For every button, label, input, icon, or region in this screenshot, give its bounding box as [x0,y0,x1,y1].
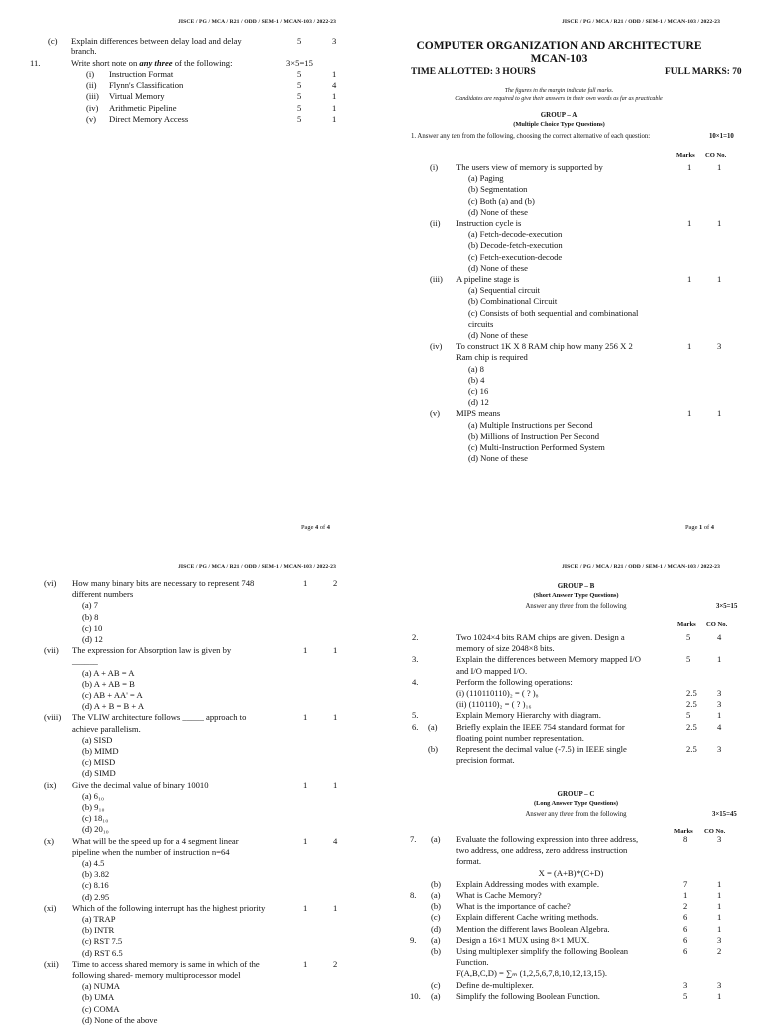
row-text: Evaluate the following expression into three address, [456,834,639,844]
row-co: 1 [717,923,722,934]
question-option: (a) Sequential circuit [468,285,541,296]
row-marks: 2.5 [686,699,697,710]
question-option: (a) Paging [468,173,504,184]
row-text: Perform the following operations: [456,676,573,687]
question-marks: 1 [687,274,692,284]
row-marks: 5 [686,710,691,721]
row-sub: (a) [431,890,441,900]
group-a-marks: 10×1=10 [709,133,734,140]
page-footer-of: of [318,524,327,531]
question-option: (d) 2.95 [82,891,110,902]
row-sub: (a) [431,934,441,945]
page-footer-total: 4 [326,524,330,531]
row-text: (i) (110110110)₂ = ( ? )₈ [456,688,539,698]
q11-item-marks: 5 [297,91,302,102]
row-sub: (a) [431,834,441,844]
question-marks: 1 [303,835,308,846]
question-option: (c) MISD [82,757,116,768]
question-option: (a) A + AB = A [82,667,135,678]
q11-item-number: (iii) [86,91,99,102]
question-option: (b) 8 [82,611,99,622]
row-text: Briefly explain the IEEE 754 standard format for [456,721,625,732]
page-header: JISCE / PG / MCA / R21 / ODD / SEM-1 / MCAN-103 / 2022-23 [562,564,720,570]
row-co: 1 [717,901,722,912]
row-marks: 8 [683,834,688,844]
question-text: Time to access shared memory is same in which of the [72,958,260,969]
row-text: What is the importance of cache? [456,901,571,912]
question-option: (a) SISD [82,734,113,745]
row-text: Explain different Cache writing methods. [456,912,599,923]
q10c-number: (c) [48,36,58,46]
question-text: Instruction cycle is [456,218,522,228]
q11-marks: 3×5=15 [286,58,313,68]
row-sub: (a) [428,721,438,732]
q11-item-text: Direct Memory Access [109,113,189,124]
instruction-note-2: Candidates are required to give their answers in their own words as far as practicable [455,96,663,102]
q11-item-text: Arithmetic Pipeline [109,102,177,113]
question-option: (b) Decode-fetch-execution [468,240,563,251]
row-co: 1 [717,890,722,900]
page-footer-of: of [702,524,711,531]
question-option: (b) MIMD [82,746,119,756]
row-text: Design a 16×1 MUX using 8×1 MUX. [456,934,590,945]
row-text: Using multiplexer simplify the following Boolean [456,946,629,956]
group-b-heading: GROUP – B [557,582,595,590]
question-option: (b) Segmentation [468,184,528,195]
question-number: (vii) [44,645,59,656]
question-option: (b) 9₁₀ [82,802,105,812]
group-a-instr-em: ten [451,133,461,140]
q11-item-text: Instruction Format [109,69,174,79]
q10c-text-2: branch. [71,46,97,56]
question-text: ______ [72,656,98,667]
page-3 [0,512,384,1024]
row-marks: 5 [683,990,688,1001]
group-b-subheading: (Short Answer Type Questions) [533,592,619,599]
row-text: What is Cache Memory? [456,890,542,900]
question-option: (b) Millions of Instruction Per Second [468,430,600,441]
row-marks: 2.5 [686,744,697,754]
q11-item-text: Virtual Memory [109,91,165,102]
q10c-co: 3 [332,36,337,46]
row-text: Represent the decimal value (-7.5) in IEEE single [456,744,627,754]
question-marks: 1 [303,645,308,656]
row-co: 1 [717,710,722,721]
question-option: (b) Combinational Circuit [468,296,558,307]
row-marks: 3 [683,979,688,990]
row-text: Mention the different laws Boolean Algebra. [456,923,610,934]
row-text: two address, one address, zero address instruction [456,845,628,856]
group-c-heading: GROUP – C [557,790,595,798]
question-number: (i) [430,162,439,172]
question-option: (d) 12 [468,397,489,408]
row-sub: (a) [431,990,441,1001]
group-b-marks: 3×5=15 [716,603,738,610]
row-text: floating point number representation. [456,732,584,743]
row-text: memory of size 2048×8 bits. [456,643,555,654]
row-text: precision format. [456,755,515,766]
question-option: (c) 8.16 [82,880,109,891]
q10c-text-1: Explain differences between delay load and delay [71,36,242,46]
row-text: Define de-multiplexer. [456,979,534,990]
group-b-instr-post: from the following [573,603,627,610]
row-co: 3 [717,934,722,945]
page-footer-num: 4 [315,524,319,531]
q11-item-number: (i) [86,69,95,79]
question-marks: 1 [303,902,308,913]
question-number: (vi) [44,578,57,588]
question-text: Give the decimal value of binary 10010 [72,779,209,790]
q11-text [71,58,233,69]
row-co: 2 [717,946,722,956]
row-number: 3. [412,654,419,665]
question-text: To construct 1K X 8 RAM chip how many 256 X 2 [456,341,633,352]
group-a-subheading: (Multiple Choice Type Questions) [513,121,605,128]
question-text: different numbers [72,589,134,600]
question-option: (b) A + AB = B [82,678,135,689]
question-option: (d) SIMD [82,768,116,779]
q10c-marks: 5 [297,36,302,46]
row-sub: (b) [431,901,442,912]
question-option: (d) None of the above [82,1014,158,1025]
question-co: 2 [333,958,338,969]
question-text: The users view of memory is supported by [456,162,603,172]
row-sub: (b) [431,878,442,889]
row-text: Simplify the following Boolean Function. [456,990,600,1001]
question-co: 1 [333,645,338,656]
question-text: Which of the following interrupt has the highest priority [72,902,266,913]
q11-item-co: 1 [332,69,337,79]
question-co: 1 [717,218,722,228]
question-option: (d) None of these [468,206,528,217]
question-option: (c) COMA [82,1003,120,1014]
row-number: 7. [410,834,417,844]
question-number: (xi) [44,902,57,913]
question-co: 1 [333,902,338,913]
col-marks-header: Marks [676,152,695,159]
q11-text-post: of the following: [172,58,233,68]
page-2 [384,512,768,1024]
question-marks: 1 [303,712,308,723]
group-b-instruction [384,601,768,612]
question-number: (v) [430,408,441,419]
row-co: 3 [717,834,722,844]
question-option: (b) UMA [82,992,115,1003]
question-number: (viii) [44,712,62,723]
row-number: 8. [410,890,417,900]
group-a-instr-pre: 1. Answer any [411,133,452,140]
row-co: 4 [717,632,722,642]
question-marks: 1 [687,162,692,172]
question-option: (c) Consists of both sequential and combinational [468,307,639,318]
question-text: Ram chip is required [456,352,528,363]
question-number: (iii) [430,274,443,284]
question-option: (d) None of these [468,262,528,273]
question-option: (a) TRAP [82,914,116,924]
row-marks: 5 [686,654,691,665]
page-header: JISCE / PG / MCA / R21 / ODD / SEM-1 / MCAN-103 / 2022-23 [178,564,336,570]
q11-item-co: 1 [332,113,337,124]
paper-code: MCAN-103 [530,53,588,65]
row-co: 1 [717,990,722,1001]
question-option: (a) NUMA [82,981,120,992]
row-text: and I/O mapped I/O. [456,665,528,676]
question-text: MIPS means [456,408,501,419]
row-number: 4. [412,676,419,687]
row-marks: 6 [683,946,688,956]
row-text: format. [456,856,482,867]
question-co: 1 [333,779,338,790]
question-marks: 1 [687,218,692,228]
page-footer-prefix: Page [301,524,316,531]
page-header: JISCE / PG / MCA / R21 / ODD / SEM-1 / MCAN-103 / 2022-23 [178,19,336,25]
row-co: 3 [717,688,722,698]
question-option: (a) 4.5 [82,858,105,868]
row-sub: (d) [431,923,442,934]
question-option: (a) Fetch-decode-execution [468,229,563,240]
row-marks: 1 [683,890,688,900]
instruction-note-1: The figures in the margin indicate full marks. [504,88,614,94]
question-option: (d) 12 [82,634,103,644]
q11-item-text: Flynn's Classification [109,80,184,91]
question-option: (a) 8 [468,363,484,374]
question-number: (ix) [44,779,57,790]
question-option: (a) 7 [82,600,98,611]
q11-text-em: any three [139,58,173,68]
group-b-instr-em: three [559,603,574,610]
q11-item-marks: 5 [297,113,302,124]
row-text: Function. [456,957,489,968]
row-marks: 5 [686,632,691,642]
q11-item-marks: 5 [297,102,302,113]
group-b-instr-pre: Answer any [525,603,560,610]
question-option: (d) None of these [468,330,528,340]
row-number: 5. [412,710,419,721]
question-option: (d) None of these [468,453,528,464]
question-marks: 1 [303,958,308,969]
row-text: X = (A+B)*(C+D) [538,867,604,878]
row-sub: (b) [428,744,439,754]
question-marks: 1 [687,408,692,419]
question-option: (a) Multiple Instructions per Second [468,419,593,430]
page-1 [384,0,768,540]
row-marks: 6 [683,934,688,945]
q11-item-co: 1 [332,91,337,102]
group-c-marks: 3×15=45 [712,811,737,818]
paper-title: COMPUTER ORGANIZATION AND ARCHITECTURE [416,40,702,52]
question-marks: 1 [687,341,692,352]
row-text: (ii) (110110)₂ = ( ? )₁₆ [456,699,532,710]
question-co: 1 [717,274,722,284]
question-text: The expression for Absorption law is given by [72,645,232,656]
row-number: 2. [412,632,419,642]
question-number: (xii) [44,958,59,969]
group-a-instr-post: from the following, choosing the correct alternative of each question: [460,133,651,140]
question-number: (iv) [430,341,443,352]
q11-number: 11. [30,58,41,68]
row-co: 1 [717,878,722,889]
row-co: 1 [717,654,722,665]
question-text: The VLIW architecture follows _____ approach to [72,712,247,723]
row-co: 1 [717,912,722,923]
group-c-instr-pre: Answer any [525,811,560,818]
row-marks: 2.5 [686,721,697,732]
row-co: 3 [717,979,722,990]
question-co: 3 [717,341,722,352]
question-co: 2 [333,578,338,588]
col-marks-header-c: Marks [674,828,693,835]
page-footer-prefix: Page [685,524,700,531]
question-text: following shared- memory multiprocessor model [72,970,241,980]
question-text: How many binary bits are necessary to represent 748 [72,578,255,588]
page-footer-total: 4 [710,524,714,531]
question-marks: 1 [303,578,308,588]
row-marks: 7 [683,878,688,889]
col-co-header: CO No. [705,152,727,159]
row-sub: (c) [431,979,441,990]
row-text: Explain Memory Hierarchy with diagram. [456,710,601,721]
page-4 [0,0,384,531]
question-co: 1 [717,162,722,172]
group-c-instr-em: three [559,811,574,818]
question-co: 4 [333,835,338,846]
row-text: Explain Addressing modes with example. [456,878,599,889]
row-number: 9. [410,934,417,945]
question-number: (ii) [430,218,441,228]
question-co: 1 [333,712,338,723]
question-marks: 1 [303,779,308,790]
col-co-header-c: CO No. [704,828,726,835]
question-option: (c) 18₁₀ [82,813,109,824]
q11-item-marks: 5 [297,69,302,79]
group-a-heading: GROUP – A [540,111,578,119]
question-co: 1 [717,408,722,419]
row-co: 3 [717,744,722,754]
group-c-subheading: (Long Answer Type Questions) [534,800,618,807]
question-option: (a) 6₁₀ [82,790,104,801]
question-text: What will be the speed up for a 4 segment linear [72,835,239,846]
question-option: (c) 10 [82,622,103,633]
row-marks: 6 [683,923,688,934]
question-option: (c) 16 [468,386,489,396]
page-header: JISCE / PG / MCA / R21 / ODD / SEM-1 / MCAN-103 / 2022-23 [562,19,720,25]
question-option: (d) A + B = B + A [82,701,145,712]
group-c-instr-post: from the following [573,811,627,818]
question-option: (c) Both (a) and (b) [468,195,535,206]
q11-item-number: (iv) [86,102,99,113]
row-marks: 6 [683,912,688,923]
row-number: 6. [412,721,419,732]
question-option: (b) INTR [82,925,115,936]
q11-item-co: 4 [332,80,337,91]
question-option: (d) RST 6.5 [82,947,123,958]
row-text: F(A,B,C,D) = ∑ₘ (1,2,5,6,7,8,10,12,13,15). [456,968,607,979]
question-option: (b) 4 [468,374,485,385]
col-marks-header: Marks [677,621,696,628]
col-co-header: CO No. [706,621,728,628]
row-number: 10. [410,990,421,1001]
question-option: (d) 20₁₀ [82,824,109,835]
question-option: (c) AB + AA' = A [82,690,143,700]
row-marks: 2.5 [686,688,697,698]
question-option: (c) RST 7.5 [82,936,123,947]
row-text: Two 1024×4 bits RAM chips are given. Design a [456,632,625,642]
question-option: circuits [468,318,494,329]
question-text: A pipeline stage is [456,274,520,284]
row-co: 4 [717,721,722,732]
q11-item-number: (ii) [86,80,97,91]
page-footer-num: 1 [699,524,703,531]
q11-text-pre: Write short note on [71,58,140,68]
question-option: (b) 3.82 [82,869,110,880]
row-sub: (c) [431,912,441,923]
group-c-instruction [384,809,768,820]
question-text: achieve parallelism. [72,723,141,734]
q11-item-co: 1 [332,102,337,113]
row-marks: 2 [683,901,688,912]
question-number: (x) [44,835,55,846]
row-co: 3 [717,699,722,710]
row-text: Explain the differences between Memory mapped I/O [456,654,642,665]
group-a-instruction [411,131,650,142]
row-sub: (b) [431,946,442,956]
question-option: (c) Multi-Instruction Performed System [468,442,605,452]
full-marks: FULL MARKS: 70 [665,67,742,77]
time-allotted: TIME ALLOTTED: 3 HOURS [411,67,536,77]
q11-item-number: (v) [86,113,97,124]
question-option: (c) Fetch-execution-decode [468,251,563,262]
question-text: pipeline when the number of instruction n=64 [72,846,230,857]
q11-item-marks: 5 [297,80,302,91]
